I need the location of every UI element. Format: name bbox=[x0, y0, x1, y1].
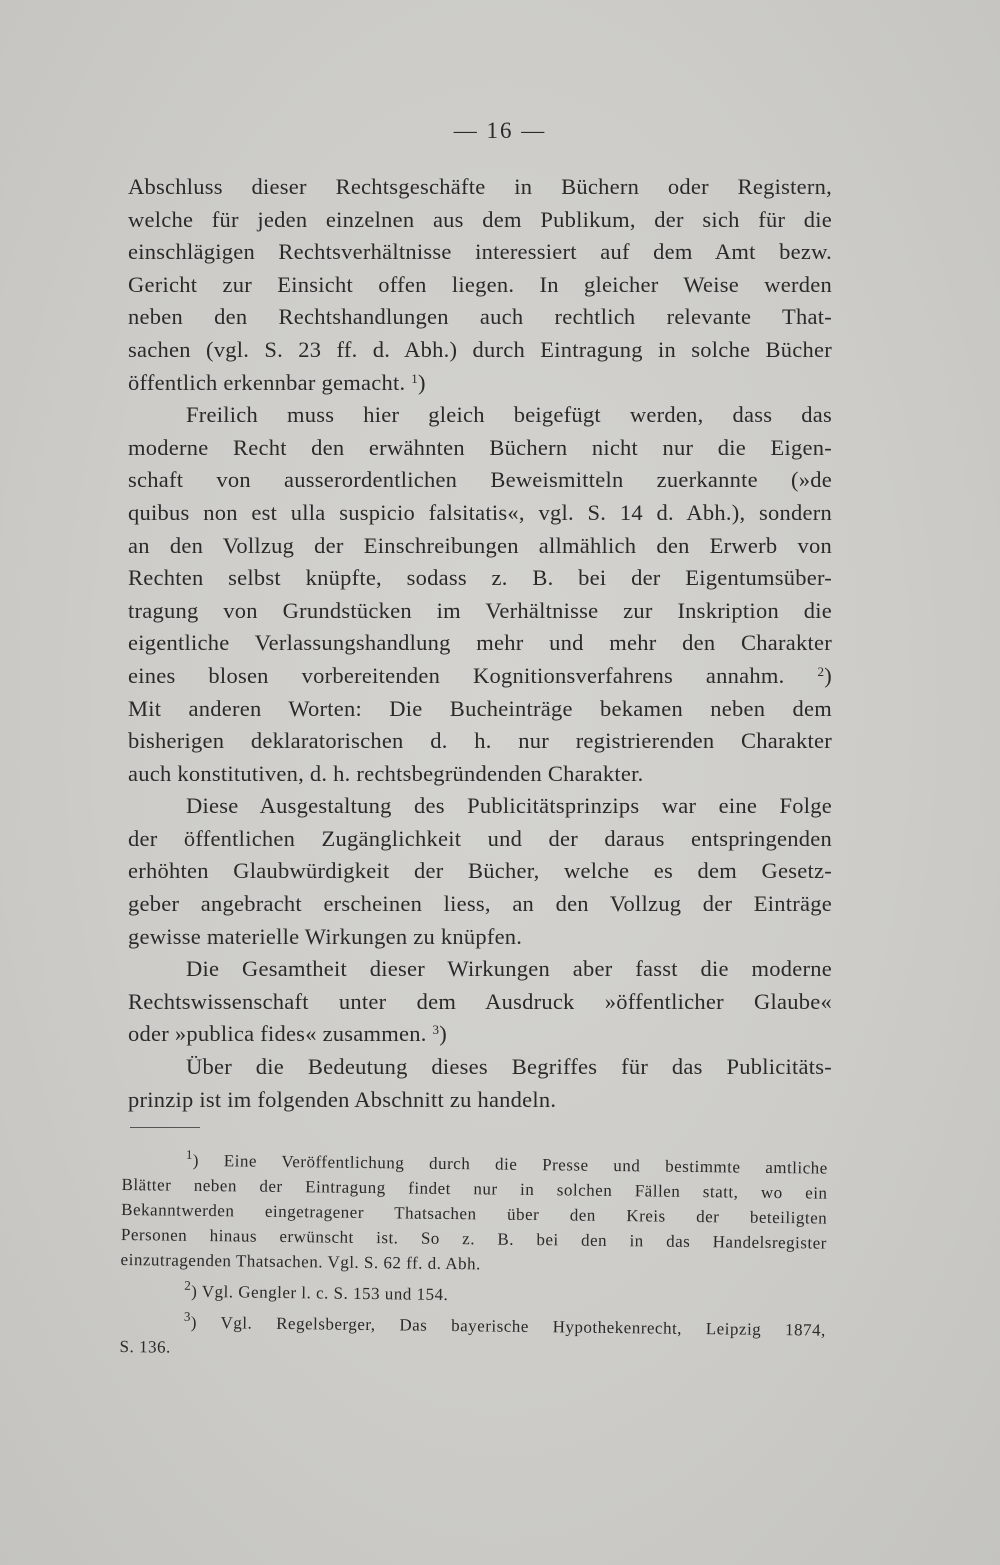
text-line bbox=[128, 758, 832, 791]
footnote-separator bbox=[130, 1127, 200, 1128]
text-line-content: schaft von ausserordentlichen Beweismitteln zuerkannte (»de bbox=[128, 467, 832, 493]
text-line bbox=[128, 530, 832, 563]
footnote-text: S. 136. bbox=[119, 1336, 171, 1357]
text-line bbox=[128, 1051, 832, 1084]
text-line-content: Rechtswissenschaft unter dem Ausdruck »öffentlicher Glaube« bbox=[128, 988, 832, 1014]
text-line bbox=[128, 790, 832, 823]
footnote-marker: 1 bbox=[185, 1146, 194, 1162]
text-line-content: moderne Recht den erwähnten Büchern nicht nur die Eigen- bbox=[128, 434, 832, 460]
text-line bbox=[128, 367, 832, 400]
text-line-content: prinzip ist im folgenden Abschnitt zu handeln. bbox=[128, 1086, 557, 1112]
footnote-marker: 3 bbox=[183, 1308, 192, 1324]
text-line-content: tragung von Grundstücken im Verhältnisse zur Inskription die bbox=[128, 597, 832, 623]
text-line bbox=[128, 1018, 832, 1051]
text-line bbox=[128, 171, 832, 204]
text-line-content: neben den Rechtshandlungen auch rechtlich relevante That- bbox=[128, 304, 832, 330]
text-line bbox=[128, 986, 832, 1019]
text-line bbox=[128, 921, 832, 954]
text-line-content: welche für jeden einzelnen aus dem Publikum, der sich für die bbox=[128, 206, 832, 232]
text-line-content: Über die Bedeutung dieses Begriffes für das Publicitäts- bbox=[186, 1054, 832, 1080]
text-line-content: der öffentlichen Zugänglichkeit und der daraus entspringenden bbox=[128, 825, 832, 851]
footnote-text: ) Eine Veröffentlichung durch die Presse und bestimmte amtliche bbox=[192, 1150, 828, 1178]
text-line-content: erhöhten Glaubwürdigkeit der Bücher, welche es dem Gesetz- bbox=[128, 858, 832, 884]
body-text bbox=[128, 171, 832, 1116]
text-line-content: quibus non est ulla suspicio falsitatis«, vgl. S. 14 d. Abh.), sondern bbox=[128, 499, 832, 525]
text-line-content: bisherigen deklaratorischen d. h. nur registrierenden Charakter bbox=[128, 728, 832, 754]
footnote-text: Blätter neben der Eintragung findet nur in solchen Fällen statt, wo ein bbox=[121, 1174, 828, 1203]
text-line-content: eigentliche Verlassungshandlung mehr und mehr den Charakter bbox=[128, 630, 832, 656]
text-line-content: oder »publica fides« zusammen. bbox=[128, 1021, 427, 1047]
footnote-ref-paren: ) bbox=[439, 1021, 448, 1047]
footnote-ref: 1 bbox=[411, 370, 418, 386]
text-line-content: geber angebracht erscheinen liess, an den Vollzug der Einträge bbox=[128, 891, 832, 917]
footnote-text: ) Vgl. Gengler l. c. S. 153 und 154. bbox=[191, 1281, 449, 1304]
text-line-content: Mit anderen Worten: Die Bucheinträge bekamen neben dem bbox=[128, 695, 832, 721]
text-line bbox=[128, 888, 832, 921]
text-line-content: Die Gesamtheit dieser Wirkungen aber fasst die moderne bbox=[186, 956, 832, 982]
footnote-text: ) Vgl. Regelsberger, Das bayerische Hypothekenrecht, Leipzig 1874, bbox=[190, 1312, 826, 1340]
text-line bbox=[128, 693, 832, 726]
text-line bbox=[128, 953, 832, 986]
footnote-ref-paren: ) bbox=[417, 369, 426, 395]
footnote-text: Personen hinaus erwünscht ist. So z. B. bei den in das Handelsregister bbox=[120, 1224, 827, 1253]
text-line bbox=[128, 432, 832, 465]
text-line-content: einschlägigen Rechtsverhältnisse interessiert auf dem Amt bezw. bbox=[128, 239, 832, 265]
text-line-content: öffentlich erkennbar gemacht. bbox=[128, 369, 406, 395]
text-line bbox=[128, 660, 832, 693]
text-line-content: gewisse materielle Wirkungen zu knüpfen. bbox=[128, 923, 523, 949]
footnote-text: Bekanntwerden eingetragener Thatsachen über den Kreis der beteiligten bbox=[121, 1199, 828, 1228]
text-line bbox=[128, 725, 832, 758]
text-line-content: Gericht zur Einsicht offen liegen. In gleicher Weise werden bbox=[128, 271, 832, 297]
text-line bbox=[128, 855, 832, 888]
text-line bbox=[128, 236, 832, 269]
text-line bbox=[128, 301, 832, 334]
text-line bbox=[128, 269, 832, 302]
page-number: — 16 — bbox=[453, 118, 547, 143]
footnotes bbox=[119, 1147, 828, 1368]
text-line-content: Rechten selbst knüpfte, sodass z. B. bei der Eigentumsüber- bbox=[128, 565, 832, 591]
footnote-ref-paren: ) bbox=[824, 662, 833, 688]
text-line-content: eines blosen vorbereitenden Kognitionsverfahrens annahm. bbox=[128, 662, 785, 688]
text-line-content: sachen (vgl. S. 23 ff. d. Abh.) durch Eintragung in solche Bücher bbox=[128, 336, 832, 362]
text-line bbox=[128, 464, 832, 497]
text-line-content: Abschluss dieser Rechtsgeschäfte in Büchern oder Registern, bbox=[128, 174, 832, 199]
text-line bbox=[128, 823, 832, 856]
text-line bbox=[128, 595, 832, 628]
text-line bbox=[128, 1084, 832, 1117]
text-line bbox=[128, 399, 832, 432]
text-line bbox=[128, 627, 832, 660]
text-line bbox=[128, 204, 832, 237]
text-line-content: Freilich muss hier gleich beigefügt werden, dass das bbox=[186, 402, 832, 428]
text-line-content: auch konstitutiven, d. h. rechtsbegründenden Charakter. bbox=[128, 760, 644, 786]
text-line-content: an den Vollzug der Einschreibungen allmählich den Erwerb von bbox=[128, 532, 832, 558]
text-line bbox=[128, 497, 832, 530]
footnote-marker: 2 bbox=[184, 1277, 192, 1293]
footnote-text: einzutragenden Thatsachen. Vgl. S. 62 ff. d. Abh. bbox=[120, 1249, 481, 1274]
text-line-content: Diese Ausgestaltung des Publicitätsprinzips war eine Folge bbox=[186, 793, 832, 819]
text-line bbox=[128, 562, 832, 595]
footnote-ref: 2 bbox=[817, 663, 825, 679]
text-line bbox=[128, 334, 832, 367]
footnote-ref: 3 bbox=[432, 1022, 440, 1038]
